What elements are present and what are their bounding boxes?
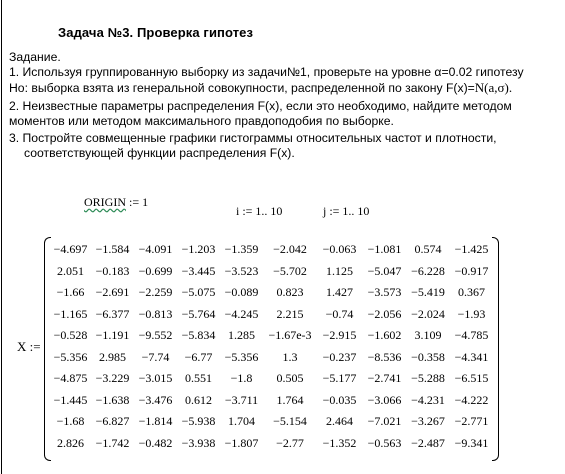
matrix-row [50, 390, 494, 412]
matrix-cell: 3.109 [414, 328, 442, 343]
distribution-formula: N(a,σ). [474, 80, 513, 96]
matrix-row [50, 282, 494, 304]
origin-keyword: ORIGIN [84, 195, 126, 209]
matrix-cell: −3.445 [181, 263, 216, 278]
matrix-row [50, 411, 494, 433]
matrix-cell: −1.8 [230, 371, 253, 386]
matrix-cell: −0.74 [325, 306, 354, 321]
matrix-cell: −1.742 [95, 435, 130, 450]
i-range-definition[interactable]: i := 1.. 10 [236, 204, 283, 218]
matrix-row [50, 239, 494, 261]
matrix-row [50, 347, 494, 369]
matrix-cell: −0.089 [224, 285, 259, 300]
matrix-cell: −5.834 [181, 328, 216, 343]
matrix-cell: −2.259 [138, 285, 173, 300]
matrix-cell: −3.066 [367, 392, 402, 407]
matrix-cell: −2.691 [95, 285, 130, 300]
matrix-row [50, 325, 494, 347]
matrix-cell: −0.358 [411, 349, 445, 364]
matrix-cell: 1.427 [326, 285, 353, 300]
matrix-cell: −1.66 [56, 285, 85, 300]
matrix-row [50, 304, 494, 326]
matrix-cell: −0.035 [322, 392, 357, 407]
matrix-table [50, 239, 494, 454]
matrix-cell: 2.215 [276, 306, 304, 321]
matrix-cell: −0.917 [454, 263, 489, 278]
matrix-cell: −2.024 [411, 306, 445, 321]
matrix-cell: −4.231 [411, 392, 445, 407]
matrix-cell: −0.563 [367, 435, 402, 450]
task-line-1: 1. Используя группированную выборку из задачи№1, проверьте на уровне α=0.02 гипотезу [9, 65, 524, 80]
matrix-cell: −3.229 [95, 371, 130, 386]
matrix-cell: 0.551 [185, 371, 212, 386]
matrix-cell: −2.042 [273, 242, 307, 257]
task-line-2 [9, 80, 562, 96]
matrix-cell: −0.183 [95, 263, 130, 278]
matrix-cell: −6.228 [411, 263, 445, 278]
matrix-cell: −1.203 [181, 242, 216, 257]
matrix-cell: −5.047 [367, 263, 402, 278]
matrix-cell: 0.505 [276, 371, 304, 386]
matrix-cell: −5.288 [411, 371, 445, 386]
matrix-cell: −1.445 [53, 392, 88, 407]
matrix-row [50, 261, 494, 283]
matrix-cell: 2.051 [57, 263, 84, 278]
matrix-cell: 1.764 [276, 392, 304, 407]
matrix-cell: −5.764 [181, 306, 216, 321]
matrix-cell: 1.125 [326, 263, 353, 278]
matrix-cell: −1.165 [53, 306, 88, 321]
matrix-cell: −1.584 [95, 242, 130, 257]
matrix-cell: −1.191 [95, 328, 130, 343]
matrix-cell: −1.602 [367, 328, 402, 343]
matrix-cell: −3.015 [138, 371, 173, 386]
matrix-cell: −0.482 [138, 435, 173, 450]
matrix-cell: −5.702 [273, 263, 307, 278]
matrix-cell: −3.267 [411, 414, 445, 429]
j-range-definition[interactable]: j := 1.. 10 [323, 204, 370, 218]
matrix-cell: −8.536 [367, 349, 402, 364]
matrix-cell: 0.823 [276, 285, 304, 300]
matrix-cell: −0.063 [322, 242, 357, 257]
matrix-row [50, 433, 494, 455]
matrix-cell: −4.091 [138, 242, 173, 257]
origin-value: := 1 [126, 195, 149, 209]
matrix-cell: −0.237 [322, 349, 357, 364]
matrix-x[interactable] [44, 237, 499, 459]
matrix-cell: −0.699 [138, 263, 173, 278]
matrix-cell: −1.352 [322, 435, 357, 450]
matrix-cell: −2.771 [454, 414, 489, 429]
matrix-cell: −4.245 [224, 306, 259, 321]
matrix-row [50, 368, 494, 390]
task-line-3: 2. Неизвестные параметры распределения F(x), если это необходимо, найдите методом [9, 98, 512, 113]
matrix-cell: 1.3 [282, 349, 298, 364]
matrix-cell: 1.285 [228, 328, 255, 343]
matrix-cell: −1.425 [454, 242, 489, 257]
matrix-cell: −3.711 [224, 392, 259, 407]
matrix-cell: −6.827 [95, 414, 130, 429]
task-line-6: соответствующей функции распределения F(x). [24, 146, 295, 161]
matrix-cell: −2.77 [276, 435, 304, 450]
matrix-cell: −1.93 [457, 306, 486, 321]
matrix-cell: 2.826 [57, 435, 84, 450]
matrix-cell: −5.419 [411, 285, 445, 300]
matrix-cell: −9.552 [138, 328, 173, 343]
matrix-cell: −2.056 [367, 306, 402, 321]
matrix-cell: −5.177 [322, 371, 357, 386]
matrix-cell: −3.573 [367, 285, 402, 300]
matrix-cell: −6.377 [95, 306, 130, 321]
matrix-label: X := [17, 339, 41, 354]
matrix-cell: 1.704 [228, 414, 255, 429]
matrix-cell: −6.515 [454, 371, 489, 386]
matrix-cell: −3.523 [224, 263, 259, 278]
matrix-cell: 0.612 [185, 392, 212, 407]
matrix-cell: 0.367 [458, 285, 485, 300]
matrix-cell: −1.359 [224, 242, 259, 257]
matrix-cell: −5.356 [53, 349, 88, 364]
task-line-5: 3. Постройте совмещенные графики гистограммы относительных частот и плотности, [9, 131, 497, 146]
matrix-cell: −4.341 [454, 349, 489, 364]
matrix-cell: −6.77 [184, 349, 213, 364]
task-line-4: моментов или методом максимального правдоподобия по выборке. [9, 113, 394, 128]
matrix-cell: −4.785 [454, 328, 489, 343]
matrix-cell: −4.697 [53, 242, 88, 257]
matrix-cell: −1.081 [367, 242, 402, 257]
matrix-cell: −2.741 [367, 371, 402, 386]
matrix-cell: −1.638 [95, 392, 130, 407]
matrix-cell: 2.464 [326, 414, 353, 429]
matrix-cell: −9.341 [454, 435, 489, 450]
page-title: Задача №3. Проверка гипотез [58, 25, 254, 40]
matrix-cell: −2.915 [322, 328, 357, 343]
matrix-cell: −0.528 [53, 328, 88, 343]
matrix-cell: −0.813 [138, 306, 173, 321]
matrix-cell: −1.67e-3 [268, 328, 312, 343]
matrix-cell: 2.985 [99, 349, 126, 364]
worksheet-left-border [1, 0, 2, 474]
task-heading: Задание. [9, 50, 61, 64]
task-text-block[interactable] [9, 50, 562, 161]
matrix-cell: −4.222 [454, 392, 489, 407]
matrix-cell: −3.938 [181, 435, 216, 450]
matrix-cell: −5.075 [181, 285, 216, 300]
origin-assignment[interactable] [84, 195, 148, 210]
matrix-cell: −4.875 [53, 371, 88, 386]
matrix-cell: −5.938 [181, 414, 216, 429]
matrix-cell: −1.807 [224, 435, 259, 450]
matrix-cell: −7.74 [141, 349, 170, 364]
matrix-cell: −3.476 [138, 392, 173, 407]
matrix-cell: −7.021 [367, 414, 402, 429]
matrix-cell: −1.68 [56, 414, 85, 429]
matrix-cell: −1.814 [138, 414, 173, 429]
task-line-2-text: Но: выборка взята из генеральной совокупности, распределенной по закону F(x)= [9, 81, 475, 96]
matrix-cell: −5.154 [273, 414, 307, 429]
matrix-cell: 0.574 [414, 242, 442, 257]
matrix-cell: −2.487 [411, 435, 445, 450]
matrix-cell: −5.356 [224, 349, 259, 364]
